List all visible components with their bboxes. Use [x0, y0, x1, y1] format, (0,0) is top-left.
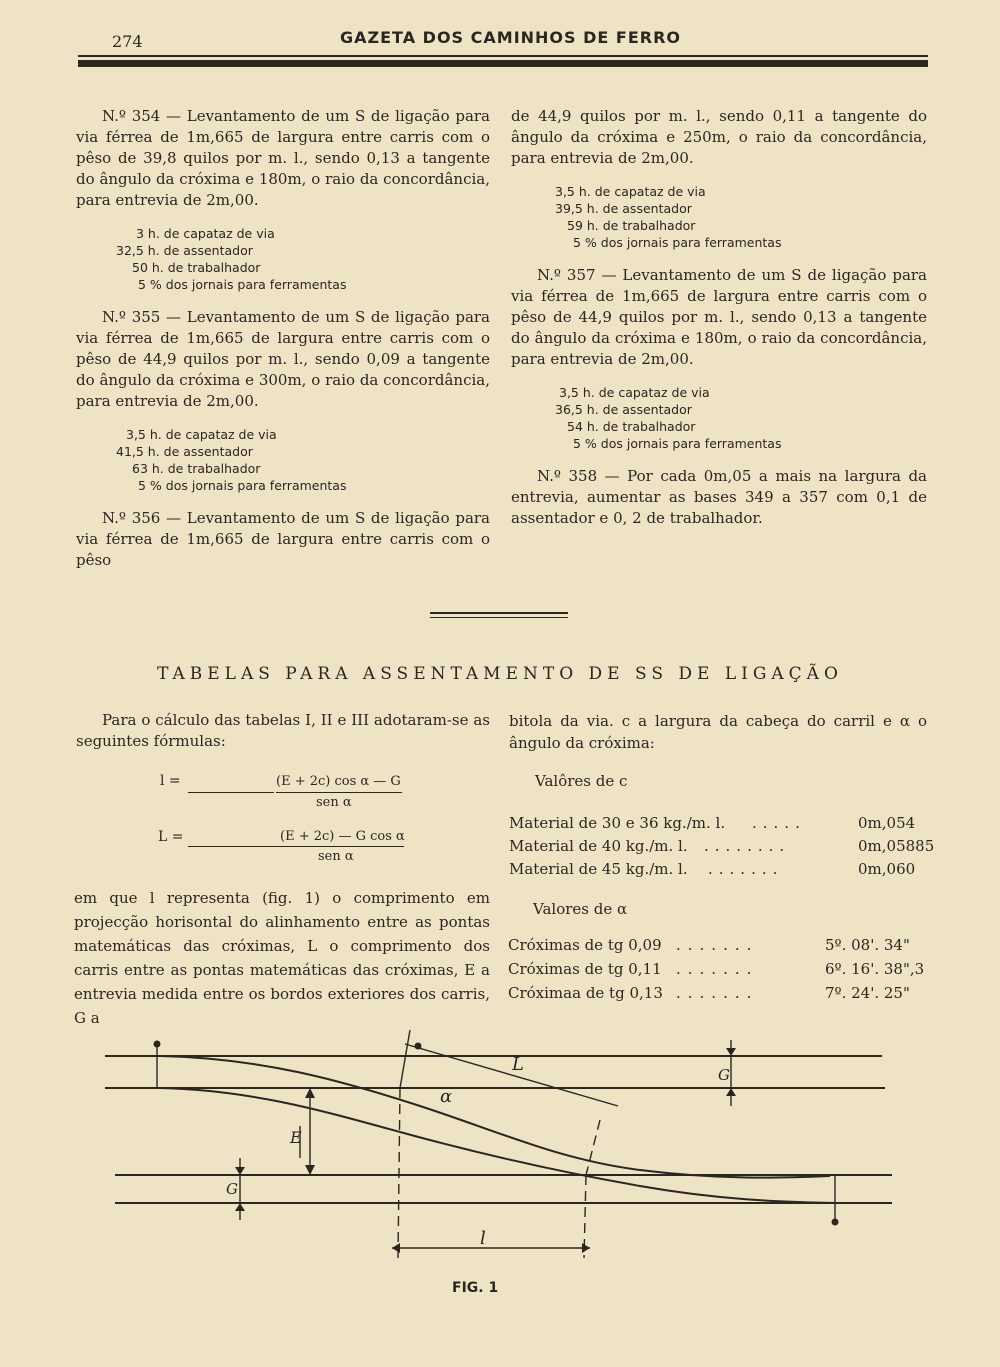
paragraph-358: N.º 358 — Por cada 0m,05 a mais na largura da entrevia, aumentar as bases 349 a 357 com 0,1 de assentador e 0, 2 de trabalhador.: [511, 467, 927, 527]
end-dot: [415, 1043, 422, 1050]
arrowhead: [582, 1243, 590, 1253]
list-356: [555, 183, 927, 251]
leader-dots: .......: [676, 960, 759, 978]
paragraph-357: N.º 357 — Levantamento de um S de ligação para via férrea de 1m,665 de largura entre carris com o pêso de 44,9 quilos por m. l., sendo 0,13 a tangente do ângulo da cróxima e 180m, o raio da concordância, para entrevia de 2m,00.: [511, 266, 927, 368]
formula-1-fraction-bar: [276, 792, 402, 793]
running-header: GAZETA DOS CAMINHOS DE FERRO: [340, 28, 682, 47]
list-354: [116, 225, 490, 293]
explanation-block: [74, 886, 490, 1030]
label-E: E: [290, 1128, 302, 1147]
page-number: 274: [112, 32, 143, 51]
label-alpha: α: [440, 1086, 453, 1107]
c-row-value: 0m,054: [858, 814, 916, 832]
section-divider-thin: [430, 617, 568, 618]
alpha-row-value: 7º. 24'. 25": [825, 984, 910, 1002]
values-alpha-title: Valores de α: [533, 900, 628, 918]
c-row-value: 0m,05885: [858, 837, 935, 855]
formula-2-denominator: sen α: [318, 849, 354, 864]
left-column-bottom: [76, 710, 490, 752]
list-item: 3 h. de capataz de via: [136, 226, 275, 241]
label-G-top: G: [718, 1066, 730, 1084]
paragraph-355: N.º 355 — Levantamento de um S de ligação para via férrea de 1m,665 de largura entre carris com o pêso de 44,9 quilos por m. l., sendo 0,09 a tangente do ângulo da cróxima e 300m, o raio da concordância, para entrevia de 2m,00.: [76, 308, 490, 410]
left-column-top: [76, 106, 490, 571]
leader-dots: .......: [676, 984, 759, 1002]
alpha-row-label: Cróximas de tg 0,11: [508, 960, 662, 978]
list-item: 63 h. de trabalhador: [132, 461, 261, 476]
explanation-paragraph: em que l representa (fig. 1) o comprimento em projecção horisontal do alinhamento entre as pontas matemáticas das cróximas, L o comprimento dos carris entre as pontas matemáticas das cróximas, E a entrevia medida entre os bordos exteriores dos carris, G a: [74, 889, 490, 1027]
projection-line: [586, 1120, 600, 1175]
right-column-bottom: [509, 710, 927, 754]
formula-continuation: bitola da via. c a largura da cabeça do carril e α o ângulo da cróxima:: [509, 712, 927, 752]
list-item: 5 % dos jornais para ferramentas: [573, 235, 782, 250]
formula-1-lead-line: [188, 792, 274, 793]
formula-2-lhs: L =: [158, 829, 184, 845]
arrowhead: [392, 1243, 400, 1253]
formula-2-numerator: (E + 2c) — G cos α: [280, 829, 405, 844]
c-row-label: Material de 30 e 36 kg./m. l.: [509, 814, 726, 832]
leader-dots: .......: [676, 936, 759, 954]
arrowhead: [305, 1088, 315, 1098]
alpha-row-value: 6º. 16'. 38",3: [825, 960, 925, 978]
list-item: 3,5 h. de capataz de via: [126, 427, 277, 442]
formula-1-lhs: l =: [160, 773, 181, 789]
header-rule-thin: [78, 55, 928, 57]
leader-dots: .......: [708, 860, 784, 878]
leader-dots: .....: [752, 814, 806, 832]
list-item: 3,5 h. de capataz de via: [555, 184, 706, 199]
projection-line: [398, 1088, 400, 1258]
figure-1-diagram: [0, 1010, 1000, 1310]
list-item: 3,5 h. de capataz de via: [559, 385, 710, 400]
crossing-point-line: [400, 1030, 410, 1088]
formula-2-lead-line: [188, 846, 280, 847]
end-dot: [154, 1041, 161, 1048]
leader-dots: ........: [704, 837, 791, 855]
list-item: 5 % dos jornais para ferramentas: [138, 277, 347, 292]
intro-paragraph: Para o cálculo das tabelas I, II e III adotaram-se as seguintes fórmulas:: [76, 711, 490, 750]
alpha-row-label: Cróximaa de tg 0,13: [508, 984, 663, 1002]
arrowhead: [726, 1048, 736, 1056]
alpha-row-label: Cróximas de tg 0,09: [508, 936, 662, 954]
header-rule-thick: [78, 60, 928, 67]
list-item: 59 h. de trabalhador: [567, 218, 696, 233]
arrowhead: [726, 1088, 736, 1096]
list-item: 5 % dos jornais para ferramentas: [573, 436, 782, 451]
formula-1-numerator: (E + 2c) cos α — G: [276, 774, 401, 789]
section-divider: [430, 612, 568, 614]
list-item: 36,5 h. de assentador: [555, 402, 692, 417]
arrowhead: [235, 1167, 245, 1175]
formula-1-denominator: sen α: [316, 795, 352, 810]
list-item: 50 h. de trabalhador: [132, 260, 261, 275]
figure-caption: FIG. 1: [452, 1280, 499, 1296]
list-item: 32,5 h. de assentador: [116, 243, 253, 258]
c-row-value: 0m,060: [858, 860, 916, 878]
label-l: l: [480, 1228, 486, 1249]
list-item: 5 % dos jornais para ferramentas: [138, 478, 347, 493]
list-item: 54 h. de trabalhador: [567, 419, 696, 434]
paragraph-354: N.º 354 — Levantamento de um S de ligação para via férrea de 1m,665 de largura entre carris com o pêso de 39,8 quilos por m. l., sendo 0,13 a tangente do ângulo da cróxima e 180m, o raio da concordância, para entrevia de 2m,00.: [76, 107, 490, 209]
arrowhead: [305, 1165, 315, 1175]
list-355: [116, 426, 490, 494]
formula-2-fraction-bar: [280, 846, 404, 847]
list-357: [555, 384, 927, 452]
c-row-label: Material de 45 kg./m. l.: [509, 860, 688, 878]
c-row-label: Material de 40 kg./m. l.: [509, 837, 688, 855]
values-c-title: Valôres de c: [535, 772, 628, 790]
arrowhead: [235, 1203, 245, 1211]
label-G-bottom: G: [226, 1180, 238, 1198]
right-column-top: [511, 106, 927, 529]
label-L: L: [512, 1054, 524, 1075]
end-dot: [832, 1219, 839, 1226]
list-item: 39,5 h. de assentador: [555, 201, 692, 216]
alpha-row-value: 5º. 08'. 34": [825, 936, 910, 954]
list-item: 41,5 h. de assentador: [116, 444, 253, 459]
paragraph-356-cont: de 44,9 quilos por m. l., sendo 0,11 a tangente do ângulo da cróxima e 250m, o raio da concordância, para entrevia de 2m,00.: [511, 107, 927, 167]
connecting-rail-curve: [160, 1088, 840, 1203]
paragraph-356: N.º 356 — Levantamento de um S de ligação para via férrea de 1m,665 de largura entre carris com o pêso: [76, 509, 490, 569]
section-title: TABELAS PARA ASSENTAMENTO DE SS DE LIGAÇÃO: [157, 664, 843, 684]
